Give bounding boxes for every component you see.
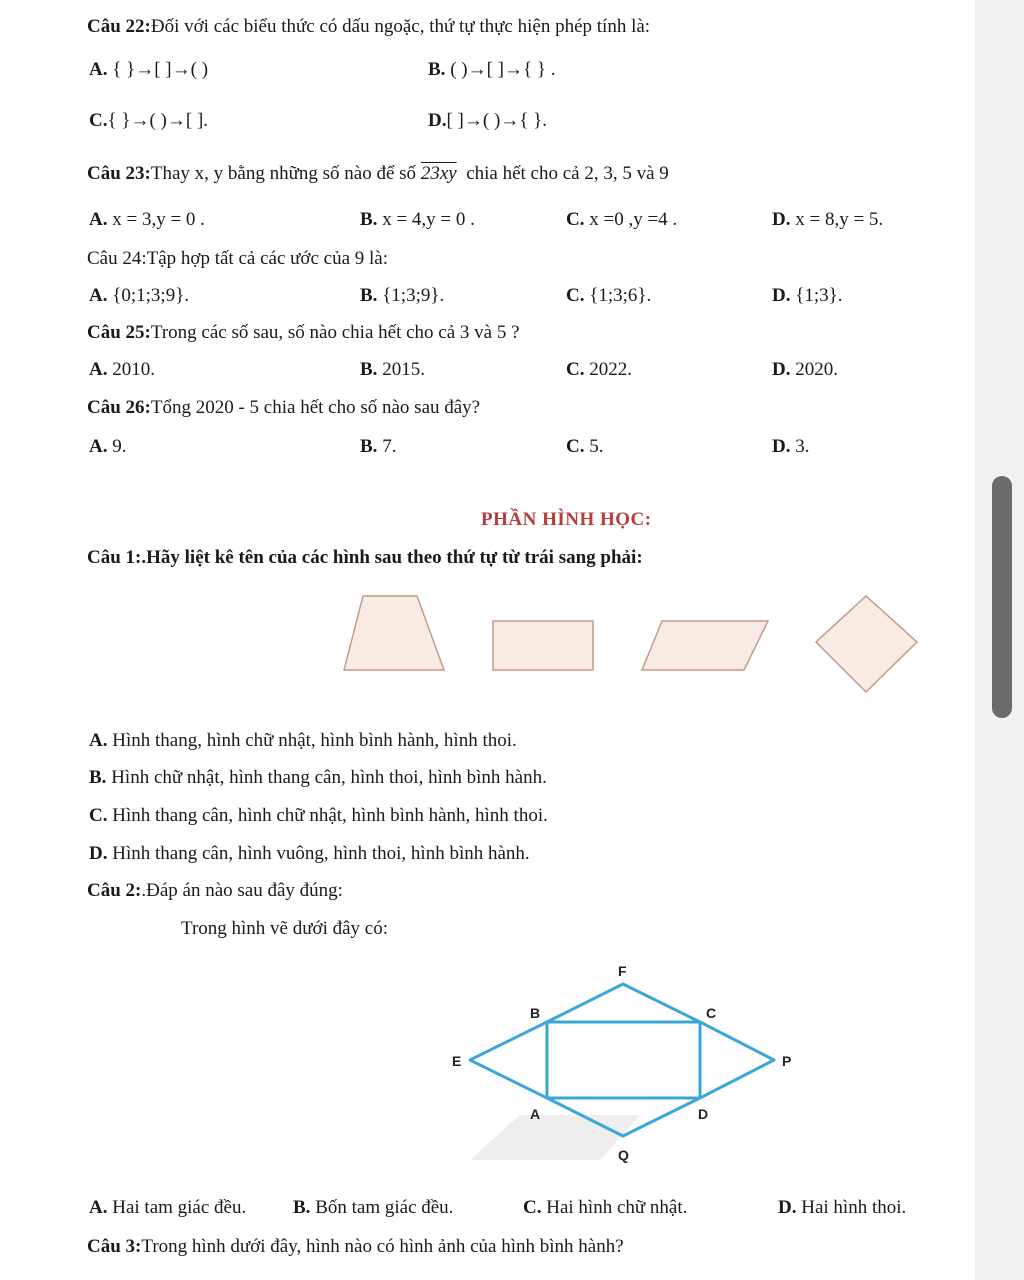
option-text: 5. xyxy=(589,436,604,457)
option-key: A. xyxy=(89,285,108,306)
option-key: A. xyxy=(89,209,108,230)
question-24-text: Câu 24:Tập hợp tất cả các ước của 9 là: xyxy=(87,248,389,269)
option-text: x =0 ,y =4 . xyxy=(589,209,678,230)
option-text: 7. xyxy=(382,436,397,457)
option-key: B. xyxy=(293,1197,311,1218)
option-key: B. xyxy=(360,285,378,306)
option-key: A. xyxy=(89,359,108,380)
option-text: { }→( )→[ ]. xyxy=(107,110,209,131)
question-23-text: Thay x, y bằng những số nào để số xyxy=(150,163,417,184)
triangle-bea xyxy=(470,1022,547,1098)
section-title: PHẦN HÌNH HỌC: xyxy=(481,509,652,530)
point-label-a: A xyxy=(530,1106,541,1122)
option-text: 9. xyxy=(112,436,127,457)
option-text: {0;1;3;9}. xyxy=(112,285,190,306)
option-text: {1;3;6}. xyxy=(589,285,652,306)
option-key: D. xyxy=(89,843,108,864)
option-key: C. xyxy=(89,805,108,826)
point-label-c: C xyxy=(706,1005,717,1021)
option-text: {1;3;9}. xyxy=(382,285,445,306)
geometry-question-2-subtext: Trong hình vẽ dưới đây có: xyxy=(181,918,388,939)
overline-number: 23xy xyxy=(420,163,457,184)
option-text: Hai hình chữ nhật. xyxy=(546,1197,688,1218)
option-key: B. xyxy=(360,436,378,457)
option-text: ( )→[ ]→{ } . xyxy=(450,59,556,80)
geometry-question-3-label: Câu 3: xyxy=(87,1236,142,1257)
option-text: x = 4,y = 0 . xyxy=(382,209,475,230)
option-key: C. xyxy=(523,1197,542,1218)
point-label-q: Q xyxy=(618,1147,629,1163)
question-25-label: Câu 25: xyxy=(87,322,151,343)
g2-option-b[interactable] xyxy=(293,1198,453,1217)
option-text: {1;3}. xyxy=(795,285,843,306)
option-text: Hình chữ nhật, hình thang cân, hình thoi, hình bình hành. xyxy=(111,767,547,788)
triangle-cpd xyxy=(700,1022,774,1098)
watermark-shadow xyxy=(470,1115,640,1160)
option-key: D. xyxy=(772,436,791,457)
option-text: 2015. xyxy=(382,359,425,380)
option-text: Hai tam giác đều. xyxy=(112,1197,247,1218)
question-25-text: Trong các số sau, số nào chia hết cho cả 3 và 5 ? xyxy=(150,322,520,343)
option-key: D. xyxy=(428,110,447,131)
option-key: D. xyxy=(772,359,791,380)
g2-option-a[interactable] xyxy=(89,1198,246,1217)
rectangle-abcd xyxy=(547,1022,700,1098)
question-23-text2: chia hết cho cả 2, 3, 5 và 9 xyxy=(466,163,669,184)
option-text: 2010. xyxy=(112,359,155,380)
option-key: C. xyxy=(89,110,108,131)
option-key: A. xyxy=(89,730,108,751)
g2-option-c[interactable] xyxy=(523,1198,687,1217)
option-text: [ ]→( )→{ }. xyxy=(446,110,548,131)
point-label-d: D xyxy=(698,1106,709,1122)
question-23-label: Câu 23: xyxy=(87,163,151,184)
option-key: B. xyxy=(360,359,378,380)
option-text: Hình thang cân, hình chữ nhật, hình bình hành, hình thoi. xyxy=(112,805,548,826)
option-text: 2020. xyxy=(795,359,838,380)
option-key: C. xyxy=(566,209,585,230)
question-22-label: Câu 22: xyxy=(87,16,151,37)
option-key: C. xyxy=(566,436,585,457)
triangle-bfc xyxy=(547,984,700,1022)
option-key: B. xyxy=(360,209,378,230)
option-key: D. xyxy=(772,209,791,230)
option-key: C. xyxy=(566,359,585,380)
geometry-question-2-text: .Đáp án nào sau đây đúng: xyxy=(141,880,343,901)
question-22-text: Đối với các biểu thức có dấu ngoặc, thứ tự thực hiện phép tính là: xyxy=(150,16,651,37)
point-label-e: E xyxy=(452,1053,462,1069)
option-key: A. xyxy=(89,1197,108,1218)
question-26-text: Tổng 2020 - 5 chia hết cho số nào sau đây? xyxy=(150,397,481,418)
option-text: 3. xyxy=(795,436,810,457)
option-text: Hình thang, hình chữ nhật, hình bình hành, hình thoi. xyxy=(112,730,517,751)
geometry-question-3-text: Trong hình dưới đây, hình nào có hình ảnh của hình bình hành? xyxy=(141,1236,624,1257)
point-label-p: P xyxy=(782,1053,792,1069)
option-key: B. xyxy=(428,59,446,80)
geometry-question-2-label: Câu 2: xyxy=(87,880,142,901)
option-text: x = 3,y = 0 . xyxy=(112,209,205,230)
g2-option-d[interactable] xyxy=(778,1198,906,1217)
question-26-label: Câu 26: xyxy=(87,397,151,418)
option-text: 2022. xyxy=(589,359,632,380)
option-key: D. xyxy=(772,285,791,306)
option-text: { }→[ ]→( ) xyxy=(112,59,209,80)
option-key: B. xyxy=(89,767,107,788)
option-key: C. xyxy=(566,285,585,306)
option-key: A. xyxy=(89,436,108,457)
option-key: D. xyxy=(778,1197,797,1218)
option-text: Hai hình thoi. xyxy=(801,1197,907,1218)
option-text: Bốn tam giác đều. xyxy=(315,1197,454,1218)
geometry-question-1: Câu 1:.Hãy liệt kê tên của các hình sau theo thứ tự từ trái sang phải: xyxy=(87,547,643,568)
geometry-question-3 xyxy=(87,1237,624,1256)
option-text: Hình thang cân, hình vuông, hình thoi, hình bình hành. xyxy=(112,843,530,864)
point-label-f: F xyxy=(618,963,627,979)
point-label-b: B xyxy=(530,1005,541,1021)
option-text: x = 8,y = 5. xyxy=(795,209,884,230)
option-key: A. xyxy=(89,59,108,80)
